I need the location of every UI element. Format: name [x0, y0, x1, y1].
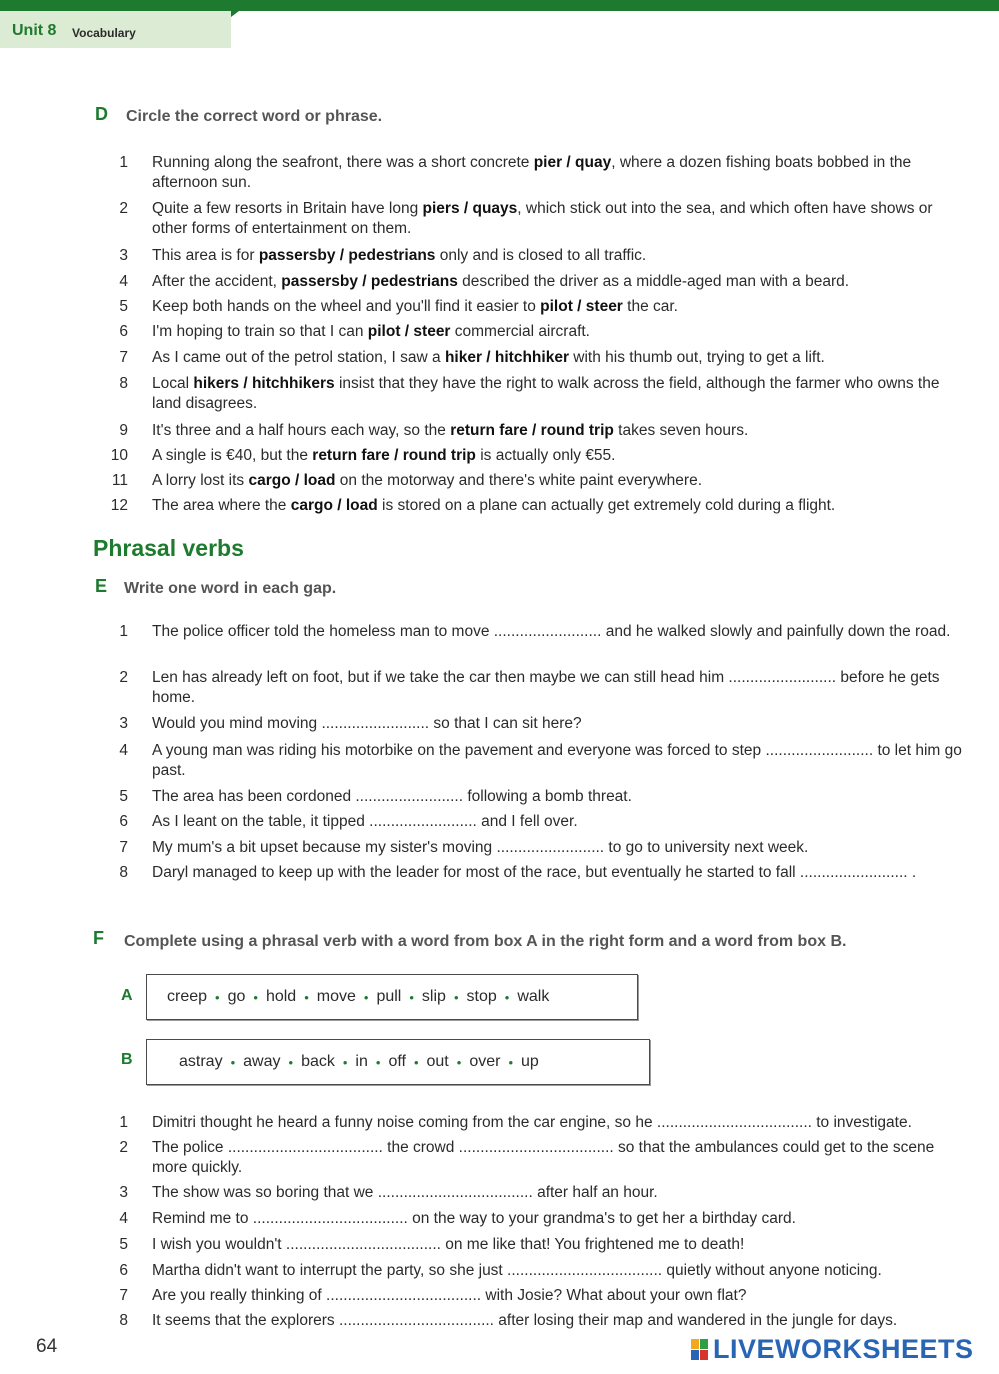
- item-number: 9: [119, 422, 128, 439]
- section-e-letter: E: [95, 576, 108, 596]
- word-choice[interactable]: cargo / load: [248, 472, 336, 489]
- item-text-segment: The police: [152, 1139, 228, 1156]
- item-text-segment: A lorry lost its: [152, 472, 249, 489]
- bullet-separator: •: [453, 989, 459, 1005]
- answer-gap[interactable]: ....................................: [326, 1287, 482, 1304]
- item-text-segment: to let him go past.: [152, 742, 962, 779]
- liveworksheets-text: LIVEWORKSHEETS: [713, 1334, 974, 1364]
- answer-gap[interactable]: ....................................: [458, 1139, 614, 1156]
- item-text-segment: insist that they have the right to walk across the field, although the farmer who owns the land disagrees.: [152, 375, 940, 412]
- item-text: [152, 1235, 970, 1255]
- item-text-segment: The show was so boring that we: [152, 1184, 378, 1201]
- word-choice[interactable]: pilot / steer: [367, 323, 451, 340]
- bullet-separator: •: [456, 1054, 462, 1070]
- item-text: [152, 1183, 970, 1203]
- item-text-segment: Remind me to: [152, 1210, 253, 1227]
- item-number: 7: [119, 1287, 128, 1304]
- item-number: 3: [119, 715, 128, 732]
- item-text-segment: The police officer told the homeless man to move: [152, 623, 494, 640]
- box-word: over: [469, 1053, 501, 1070]
- item-number: 6: [119, 813, 128, 830]
- item-text: [152, 1209, 970, 1229]
- box-word: slip: [421, 988, 446, 1005]
- unit-label: Unit 8: [12, 22, 57, 39]
- item-text: [152, 322, 970, 342]
- box-word: walk: [517, 988, 550, 1005]
- item-number: 5: [119, 298, 128, 315]
- answer-gap[interactable]: .........................: [493, 623, 602, 640]
- box-word: move: [316, 988, 356, 1005]
- answer-gap[interactable]: ....................................: [507, 1262, 663, 1279]
- word-box-a: [146, 974, 638, 1020]
- item-text-segment: After the accident,: [152, 273, 282, 290]
- word-choice[interactable]: return fare / round trip: [450, 422, 614, 439]
- bullet-separator: •: [504, 989, 510, 1005]
- item-text-segment: , which stick out into the sea, and which often have shows or other forms of entertainment on them.: [152, 200, 933, 237]
- bullet-separator: •: [342, 1054, 348, 1070]
- word-choice[interactable]: return fare / round trip: [312, 447, 476, 464]
- item-text: [152, 153, 970, 193]
- word-choice[interactable]: pier / quay: [533, 154, 612, 171]
- unit-tab-notch: [231, 11, 239, 17]
- item-text: [152, 863, 970, 883]
- item-text-segment: As I came out of the petrol station, I saw a: [152, 349, 445, 366]
- box-b-label: B: [121, 1051, 133, 1068]
- item-text: [152, 374, 970, 414]
- answer-gap[interactable]: ....................................: [285, 1236, 441, 1253]
- item-text-segment: so that the ambulances could get to the scene more quickly.: [152, 1139, 935, 1176]
- item-text: [152, 1286, 970, 1306]
- item-number: 5: [119, 788, 128, 805]
- item-text-segment: A single is €40, but the: [152, 447, 313, 464]
- item-number: 11: [111, 472, 128, 489]
- word-choice[interactable]: cargo / load: [290, 497, 378, 514]
- item-text: [152, 1261, 970, 1281]
- section-d-instruction: Circle the correct word or phrase.: [126, 108, 383, 125]
- item-text-segment: is stored on a plane can actually get extremely cold during a flight.: [377, 497, 836, 514]
- item-number: 4: [119, 742, 128, 759]
- bullet-separator: •: [363, 989, 369, 1005]
- item-text: [152, 1113, 970, 1133]
- item-text-segment: Martha didn't want to interrupt the party, so she just: [152, 1262, 508, 1279]
- item-text-segment: on the motorway and there's white paint everywhere.: [335, 472, 703, 489]
- item-text-segment: This area is for: [152, 247, 259, 264]
- item-text-segment: Are you really thinking of: [152, 1287, 327, 1304]
- item-number: 3: [119, 1184, 128, 1201]
- item-text: [152, 246, 970, 266]
- box-word: hold: [265, 988, 297, 1005]
- box-word: off: [388, 1053, 406, 1070]
- answer-gap[interactable]: .........................: [799, 864, 908, 881]
- answer-gap[interactable]: .........................: [496, 839, 605, 856]
- item-number: 7: [119, 349, 128, 366]
- word-box-b: [146, 1039, 650, 1085]
- item-text-segment: commercial aircraft.: [450, 323, 590, 340]
- box-word: in: [355, 1053, 368, 1070]
- bullet-separator: •: [508, 1054, 513, 1070]
- answer-gap[interactable]: ....................................: [656, 1114, 812, 1131]
- answer-gap[interactable]: .........................: [355, 788, 464, 805]
- item-text-segment: with his thumb out, trying to get a lift.: [568, 349, 825, 366]
- item-text-segment: .: [907, 864, 917, 881]
- item-text-segment: The area where the: [152, 497, 291, 514]
- item-number: 2: [119, 1139, 128, 1156]
- item-text-segment: Local: [152, 375, 194, 392]
- section-d-letter: D: [95, 104, 108, 124]
- answer-gap[interactable]: .........................: [765, 742, 874, 759]
- bullet-separator: •: [375, 1054, 381, 1070]
- item-text-segment: on me like that! You frightened me to death!: [440, 1236, 745, 1253]
- item-text: [152, 622, 970, 642]
- word-choice[interactable]: passersby / pedestrians: [258, 247, 436, 264]
- bullet-separator: •: [409, 989, 414, 1005]
- item-text-segment: As I leant on the table, it tipped: [152, 813, 370, 830]
- answer-gap[interactable]: .........................: [321, 715, 430, 732]
- item-text: [152, 471, 970, 491]
- bullet-separator: •: [215, 989, 220, 1005]
- item-text-segment: only and is closed to all traffic.: [435, 247, 647, 264]
- item-text-segment: the crowd: [382, 1139, 459, 1156]
- item-text: [152, 348, 970, 368]
- bullet-separator: •: [304, 989, 309, 1005]
- unit-section-label: Vocabulary: [72, 26, 136, 40]
- top-green-bar: [0, 0, 999, 11]
- item-text-segment: following a bomb threat.: [463, 788, 632, 805]
- box-word: go: [227, 988, 246, 1005]
- item-number: 6: [119, 323, 128, 340]
- bullet-separator: •: [288, 1054, 294, 1070]
- box-word: up: [521, 1053, 539, 1070]
- item-text-segment: Len has already left on foot, but if we take the car then maybe we can still head him: [152, 669, 729, 686]
- answer-gap[interactable]: ....................................: [377, 1184, 533, 1201]
- item-number: 8: [119, 375, 128, 392]
- item-number: 5: [119, 1236, 128, 1253]
- item-text-segment: Keep both hands on the wheel and you'll find it easier to: [152, 298, 541, 315]
- word-choice[interactable]: hikers / hitchhikers: [193, 375, 335, 392]
- item-text-segment: I wish you wouldn't: [152, 1236, 286, 1253]
- item-text: [152, 714, 970, 734]
- item-text-segment: and I fell over.: [476, 813, 578, 830]
- item-text-segment: , where a dozen fishing boats bobbed in the afternoon sun.: [152, 154, 912, 191]
- item-text-segment: after losing their map and wandered in the jungle for days.: [493, 1312, 898, 1329]
- item-text-segment: It seems that the explorers: [152, 1312, 339, 1329]
- item-text-segment: so that I can sit here?: [429, 715, 582, 732]
- box-word: back: [301, 1053, 335, 1070]
- item-text-segment: is actually only €55.: [475, 447, 616, 464]
- item-text: [152, 668, 970, 708]
- word-choice[interactable]: passersby / pedestrians: [281, 273, 458, 290]
- item-text-segment: before he gets home.: [152, 669, 940, 706]
- item-text: [152, 446, 970, 466]
- section-f-letter: F: [93, 928, 104, 948]
- word-choice[interactable]: piers / quays: [422, 200, 518, 217]
- item-number: 1: [119, 623, 128, 640]
- answer-gap[interactable]: ....................................: [338, 1312, 494, 1329]
- item-text: [152, 838, 970, 858]
- item-text: [152, 199, 970, 239]
- item-number: 2: [119, 669, 128, 686]
- page-number: 64: [36, 1336, 58, 1357]
- item-text-segment: Would you mind moving: [152, 715, 322, 732]
- liveworksheets-icon: [691, 1339, 709, 1361]
- item-number: 1: [119, 1114, 128, 1131]
- box-word: stop: [466, 988, 497, 1005]
- item-number: 4: [119, 273, 128, 290]
- item-text: [152, 272, 970, 292]
- box-a-label: A: [121, 987, 133, 1004]
- item-text-segment: The area has been cordoned: [152, 788, 356, 805]
- item-text-segment: Running along the seafront, there was a short concrete: [152, 154, 534, 171]
- item-text-segment: Daryl managed to keep up with the leader for most of the race, but eventually he started to fall: [152, 864, 800, 881]
- item-number: 1: [119, 154, 128, 171]
- item-text-segment: Quite a few resorts in Britain have long: [152, 200, 423, 217]
- item-text-segment: Dimitri thought he heard a funny noise coming from the car engine, so he: [152, 1114, 657, 1131]
- item-text-segment: to go to university next week.: [604, 839, 809, 856]
- item-number: 12: [110, 497, 128, 514]
- item-number: 3: [119, 247, 128, 264]
- item-text-segment: the car.: [622, 298, 678, 315]
- item-number: 7: [119, 839, 128, 856]
- item-text-segment: after half an hour.: [532, 1184, 658, 1201]
- item-text: [152, 787, 970, 807]
- item-text-segment: It's three and a half hours each way, so the: [152, 422, 451, 439]
- bullet-separator: •: [253, 989, 258, 1005]
- item-text-segment: I'm hoping to train so that I can: [152, 323, 368, 340]
- item-text-segment: to investigate.: [811, 1114, 912, 1131]
- item-text: [152, 812, 970, 832]
- item-text-segment: on the way to your grandma's to get her a birthday card.: [407, 1210, 796, 1227]
- item-text: [152, 741, 970, 781]
- item-text-segment: My mum's a bit upset because my sister's moving: [152, 839, 497, 856]
- box-word: away: [243, 1053, 281, 1070]
- answer-gap[interactable]: ....................................: [252, 1210, 408, 1227]
- item-text-segment: and he walked slowly and painfully down the road.: [601, 623, 951, 640]
- item-text-segment: takes seven hours.: [613, 422, 749, 439]
- box-word: pull: [376, 988, 402, 1005]
- item-number: 6: [119, 1262, 128, 1279]
- box-word: astray: [179, 1053, 223, 1070]
- item-number: 10: [110, 447, 128, 464]
- item-text: [152, 297, 970, 317]
- item-text: [152, 1311, 970, 1331]
- item-number: 2: [119, 200, 128, 217]
- word-choice[interactable]: pilot / steer: [540, 298, 623, 315]
- liveworksheets-logo: [691, 1334, 974, 1365]
- phrasal-verbs-heading: Phrasal verbs: [93, 535, 244, 561]
- item-number: 4: [119, 1210, 128, 1227]
- item-text-segment: quietly without anyone noticing.: [662, 1262, 882, 1279]
- item-text: [152, 496, 970, 516]
- word-choice[interactable]: hiker / hitchhiker: [444, 349, 569, 366]
- item-number: 8: [119, 1312, 128, 1329]
- bullet-separator: •: [413, 1054, 419, 1070]
- answer-gap[interactable]: .........................: [728, 669, 837, 686]
- answer-gap[interactable]: .........................: [369, 813, 477, 830]
- item-number: 8: [119, 864, 128, 881]
- item-text-segment: with Josie? What about your own flat?: [481, 1287, 747, 1304]
- box-word: creep: [167, 988, 208, 1005]
- item-text: [152, 421, 970, 441]
- box-word: out: [426, 1053, 449, 1070]
- answer-gap[interactable]: ....................................: [227, 1139, 383, 1156]
- bullet-separator: •: [230, 1054, 236, 1070]
- item-text: [152, 1138, 970, 1178]
- section-e-instruction: Write one word in each gap.: [124, 580, 337, 597]
- section-f-instruction: Complete using a phrasal verb with a word from box A in the right form and a word from box B.: [124, 933, 847, 950]
- item-text-segment: A young man was riding his motorbike on the pavement and everyone was forced to step: [152, 742, 766, 759]
- item-text-segment: described the driver as a middle-aged man with a beard.: [457, 273, 850, 290]
